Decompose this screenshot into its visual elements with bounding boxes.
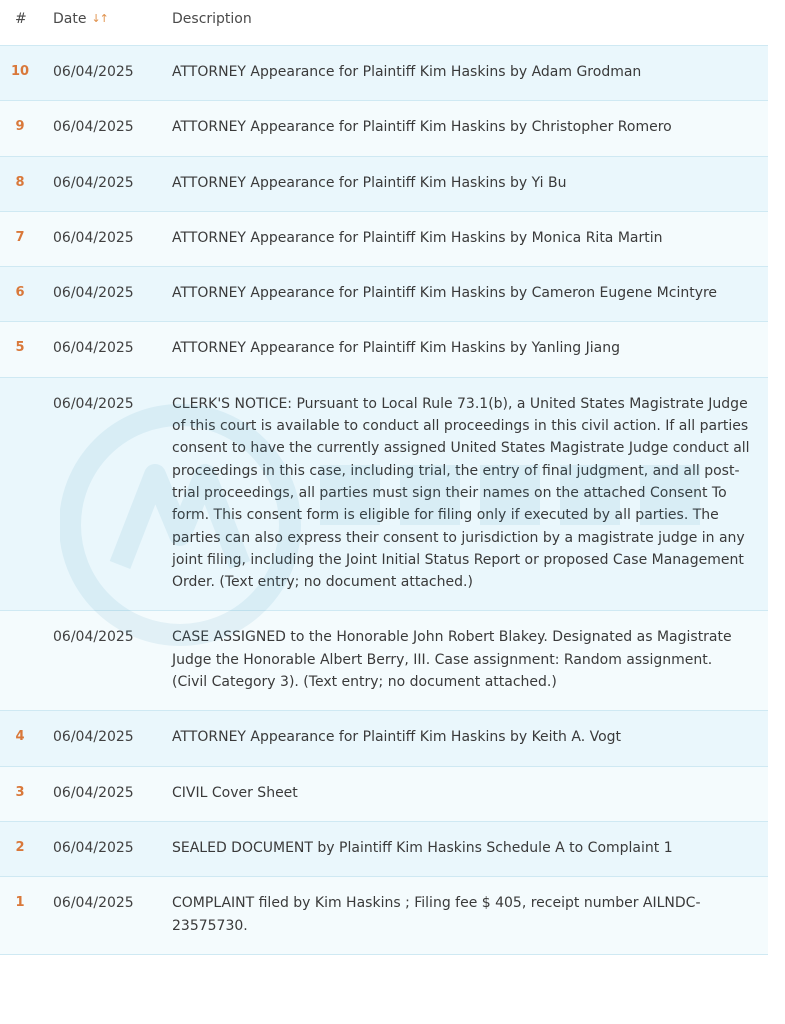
table-row[interactable] [0, 711, 768, 766]
table-row[interactable] [0, 267, 768, 322]
entry-number[interactable]: 8 [15, 174, 25, 190]
header-date-label[interactable]: Date [53, 11, 87, 27]
entry-number[interactable]: 10 [10, 64, 30, 79]
table-row[interactable] [0, 611, 768, 711]
entry-date: 06/04/2025 [53, 229, 134, 246]
entry-description: CIVIL Cover Sheet [172, 784, 298, 801]
entry-number[interactable]: 3 [15, 784, 25, 800]
entry-number[interactable]: 6 [15, 285, 25, 301]
entry-description: CASE ASSIGNED to the Honorable John Robert Blakey. Designated as Magistrate Judge the Honorable Albert Berry, III. Case assignment: Random assignment. (Civil Category 3). (Text entry; no document attached.) [172, 629, 732, 691]
table-row[interactable] [0, 322, 768, 377]
table-header [0, 0, 768, 38]
docket-rows [0, 45, 768, 955]
table-row[interactable] [0, 378, 768, 612]
entry-description: CLERK'S NOTICE: Pursuant to Local Rule 73.1(b), a United States Magistrate Judge of this court is available to conduct all proceedings in this civil action. If all parties consent to have the currently assigned United States Magistrate Judge conduct all proceedings in this case, including trial, the entry of final judgment, and all post-trial proceedings, all parties must sign their names on the attached Consent To form. This consent form is eligible for filing only if executed by all parties. The parties can also express their consent to jurisdiction by a magistrate judge in any joint filing, including the Joint Initial Status Report or proposed Case Management Order. (Text entry; no document attached.) [172, 395, 750, 591]
entry-description: ATTORNEY Appearance for Plaintiff Kim Haskins by Christopher Romero [172, 119, 672, 136]
sort-icon[interactable]: ↓↑ [91, 12, 108, 25]
entry-description: ATTORNEY Appearance for Plaintiff Kim Haskins by Monica Rita Martin [172, 229, 663, 246]
entry-number[interactable]: 4 [15, 729, 25, 745]
entry-date: 06/04/2025 [53, 285, 134, 302]
entry-description: ATTORNEY Appearance for Plaintiff Kim Haskins by Yanling Jiang [172, 340, 620, 357]
table-row[interactable] [0, 157, 768, 212]
entry-description: ATTORNEY Appearance for Plaintiff Kim Haskins by Keith A. Vogt [172, 729, 622, 746]
entry-date: 06/04/2025 [53, 64, 134, 80]
table-row[interactable] [0, 877, 768, 955]
entry-date: 06/04/2025 [53, 395, 134, 412]
entry-date: 06/04/2025 [53, 895, 134, 912]
header-date[interactable] [40, 11, 172, 27]
entry-date: 06/04/2025 [53, 839, 134, 856]
entry-number[interactable]: 5 [15, 340, 25, 356]
table-row[interactable] [0, 767, 768, 822]
header-description: Description [172, 11, 252, 27]
table-row[interactable] [0, 46, 768, 101]
entry-number[interactable]: 7 [15, 229, 25, 245]
entry-description: COMPLAINT filed by Kim Haskins ; Filing fee $ 405, receipt number AILNDC-23575730. [172, 895, 701, 934]
entry-description: ATTORNEY Appearance for Plaintiff Kim Haskins by Yi Bu [172, 174, 567, 191]
entry-date: 06/04/2025 [53, 119, 134, 136]
entry-number[interactable]: 1 [15, 895, 25, 911]
entry-date: 06/04/2025 [53, 784, 134, 801]
entry-date: 06/04/2025 [53, 629, 134, 646]
entry-number[interactable]: 9 [15, 119, 25, 135]
entry-description: SEALED DOCUMENT by Plaintiff Kim Haskins Schedule A to Complaint 1 [172, 839, 673, 856]
entry-description: ATTORNEY Appearance for Plaintiff Kim Haskins by Adam Grodman [172, 64, 642, 80]
entry-number[interactable]: 2 [15, 839, 25, 855]
table-row[interactable] [0, 212, 768, 267]
table-row[interactable] [0, 101, 768, 156]
entry-description: ATTORNEY Appearance for Plaintiff Kim Haskins by Cameron Eugene Mcintyre [172, 285, 718, 302]
entry-date: 06/04/2025 [53, 729, 134, 746]
entry-date: 06/04/2025 [53, 340, 134, 357]
header-number: # [15, 11, 27, 27]
table-row[interactable] [0, 822, 768, 877]
entry-date: 06/04/2025 [53, 174, 134, 191]
